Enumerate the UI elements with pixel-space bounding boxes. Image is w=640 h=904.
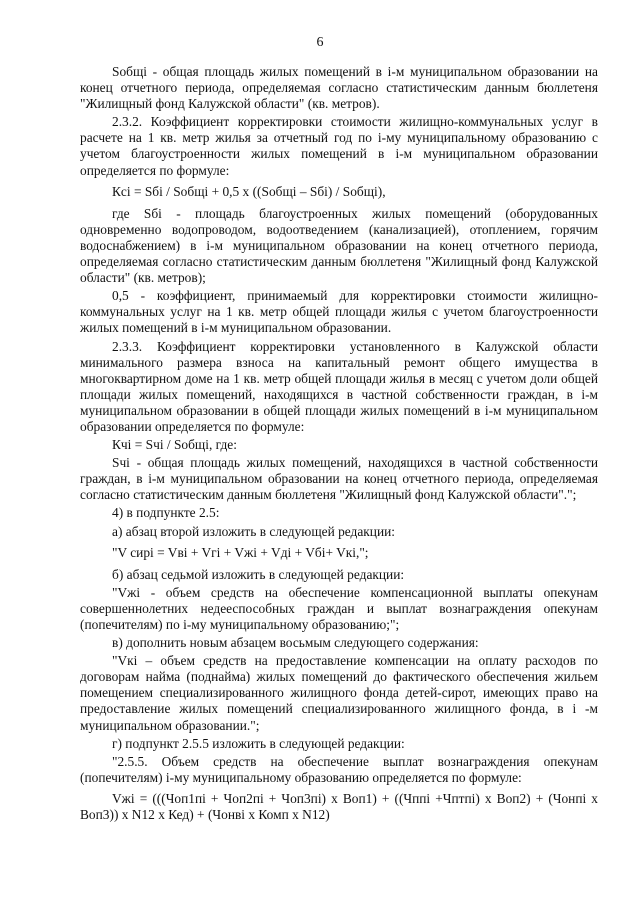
formula-vzhi: Vжi = (((Чоп1пi + Чоп2пi + Чоп3пi) х Воп1) + ((Чппi +Чптпi) х Воп2) + (Чонпi х Воп3)) х N12 х Кед) + (Чонвi х Комп х N12) (80, 790, 598, 823)
formula-kci: Кci = Sбi / Sобщi + 0,5 х ((Sобщi – Sбi) / Sобщi), (112, 183, 386, 199)
paragraph-s-total-definition: Sобщi - общая площадь жилых помещений в i-м муниципальном образовании на конец отчетного периода, определяемая согласно статистическим данным бюллетеня "Жилищный фонд Калужской области" (кв. метров). (80, 64, 598, 112)
document-body (80, 64, 598, 829)
formula-v-siri: "V сирi = Vвi + Vгi + Vжi + Vдi + Vбi+ Vкi,"; (112, 544, 369, 560)
paragraph-2-5-5: "2.5.5. Объем средств на обеспечение выплат вознаграждения опекунам (попечителям) i-му муниципальному образованию определяется по формуле: (80, 753, 598, 785)
paragraph-schi-definition: Sчi - общая площадь жилых помещений, находящихся в частной собственности граждан, в i-м муниципальном образовании на конец отчетного периода, определяемая согласно статистическим данным бюллетеня "Жилищный фонд Калужской области"."; (80, 455, 598, 503)
paragraph-item-g: г) подпункт 2.5.5 изложить в следующей редакции: (112, 735, 405, 751)
page-number: 6 (316, 35, 324, 50)
paragraph-2-3-3: 2.3.3. Коэффициент корректировки установленного в Калужской области минимального размера взноса на капитальный ремонт общего имущества в многоквартирном доме на 1 кв. метр общей площади жилья в месяц с учетом доли общей площади жилых помещений, находящихся в частной собственности граждан, в i-м муниципальном образовании в общей площади жилых помещений в i-м муниципальном образовании определяется по формуле: (80, 338, 598, 434)
paragraph-item-v: в) дополнить новым абзацем восьмым следующего содержания: (112, 635, 479, 651)
formula-kchi: Кчi = Sчi / Sобщi, где: (112, 437, 237, 453)
paragraph-sbi-definition: где Sбi - площадь благоустроенных жилых помещений (оборудованных одновременно водопроводом, водоотведением (канализацией), отоплением, горячим водоснабжением) в i-м муниципальном образовании на конец отчетного периода, определяемая согласно статистическим данным бюллетеня "Жилищный фонд Калужской области" (кв. метров); (80, 205, 598, 286)
paragraph-coefficient-0-5: 0,5 - коэффициент, принимаемый для корректировки стоимости жилищно-коммунальных услуг на 1 кв. метр общей площади жилья с учетом благоустроенности жилых помещений в i-м муниципальном образовании. (80, 288, 598, 336)
paragraph-vki-definition: "Vкi – объем средств на предоставление компенсации на оплату расходов по договорам найма (поднайма) жилых помещений до фактического обеспечения жильем помещением специализированного жилищного фонда детей-сирот, имеющих право на предоставление жилых помещений специализированного жилищного фонда, в i -м муниципальном образовании."; (80, 653, 598, 733)
paragraph-item-a: а) абзац второй изложить в следующей редакции: (112, 523, 396, 539)
paragraph-2-3-2: 2.3.2. Коэффициент корректировки стоимости жилищно-коммунальных услуг в расчете на 1 кв. метр жилья за отчетный год по i-му муниципальному образованию с учетом благоустроенности жилых помещений в i-м муниципальном образовании определяется по формуле: (80, 114, 598, 178)
paragraph-vzhi-definition: "Vжi - объем средств на обеспечение компенсационной выплаты опекунам совершеннолетних недееспособных граждан и выплат вознаграждения опекунам (попечителям) по i-му муниципальному образованию;"; (80, 584, 598, 632)
paragraph-subpoint-2-5: 4) в подпункте 2.5: (112, 505, 220, 521)
paragraph-item-b: б) абзац седьмой изложить в следующей редакции: (112, 566, 405, 582)
